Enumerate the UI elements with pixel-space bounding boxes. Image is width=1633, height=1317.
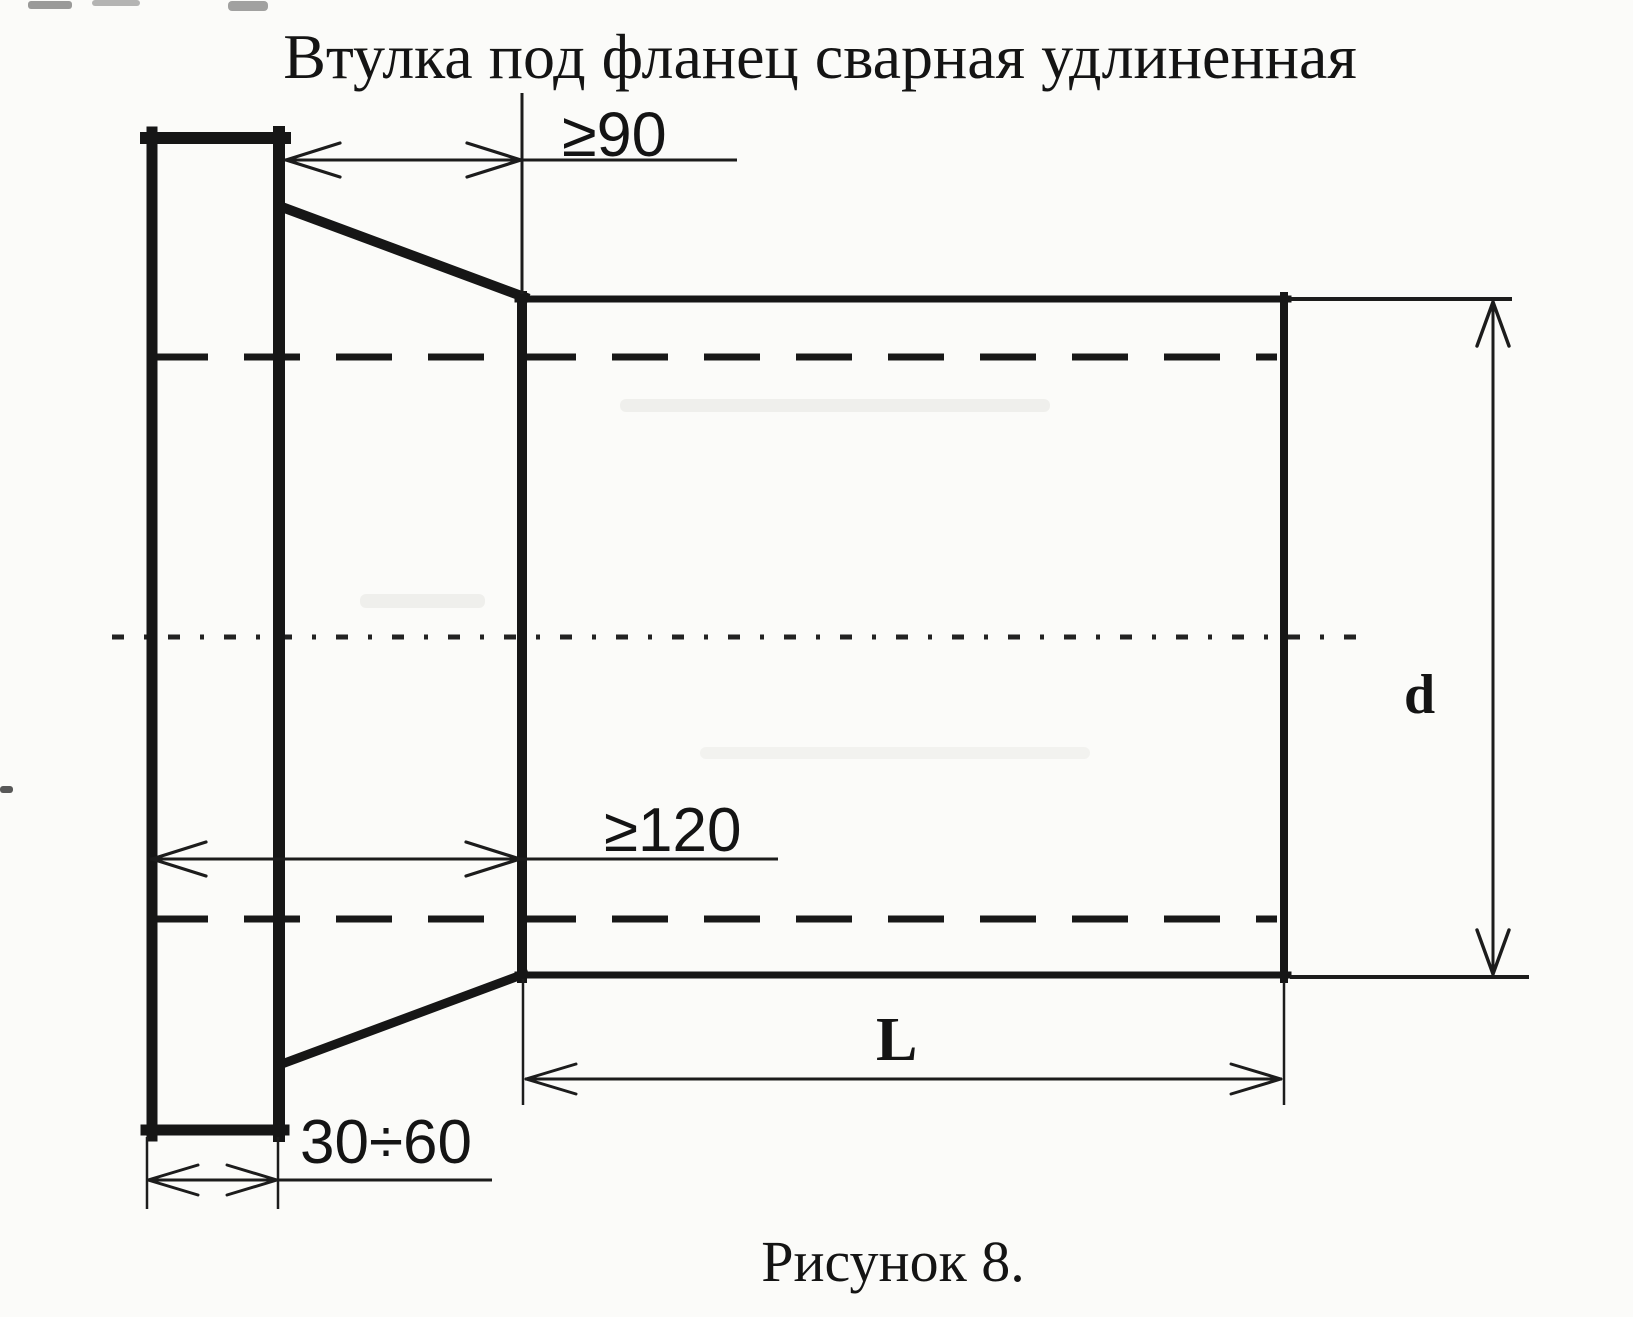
scan-streak	[620, 399, 1050, 412]
scan-artifacts	[0, 0, 1090, 793]
taper-bottom-line	[282, 974, 524, 1064]
scan-speck	[228, 1, 268, 11]
dimd-label: d	[1404, 664, 1436, 726]
scan-speck	[28, 1, 72, 9]
scan-speck	[0, 786, 13, 793]
dim-taper-length	[285, 93, 737, 294]
dim3060-label: 30÷60	[300, 1108, 472, 1177]
taper-top-line	[282, 207, 524, 297]
dim-hub-length	[150, 796, 778, 876]
scan-streak	[360, 594, 485, 608]
flange-outline	[146, 132, 285, 1136]
dim90-label: ≥90	[562, 100, 667, 170]
drawing-title: Втулка под фланец сварная удлиненная	[283, 21, 1357, 92]
scan-speck	[92, 0, 140, 6]
figure-caption: Рисунок 8.	[761, 1229, 1025, 1294]
dim120-label: ≥120	[604, 796, 742, 865]
scan-streak	[700, 747, 1090, 759]
dimL-label: L	[876, 1006, 918, 1074]
dim-sleeve-diameter	[1290, 299, 1529, 977]
dim-sleeve-length	[523, 979, 1284, 1105]
dim-flange-thickness	[146, 1108, 492, 1209]
